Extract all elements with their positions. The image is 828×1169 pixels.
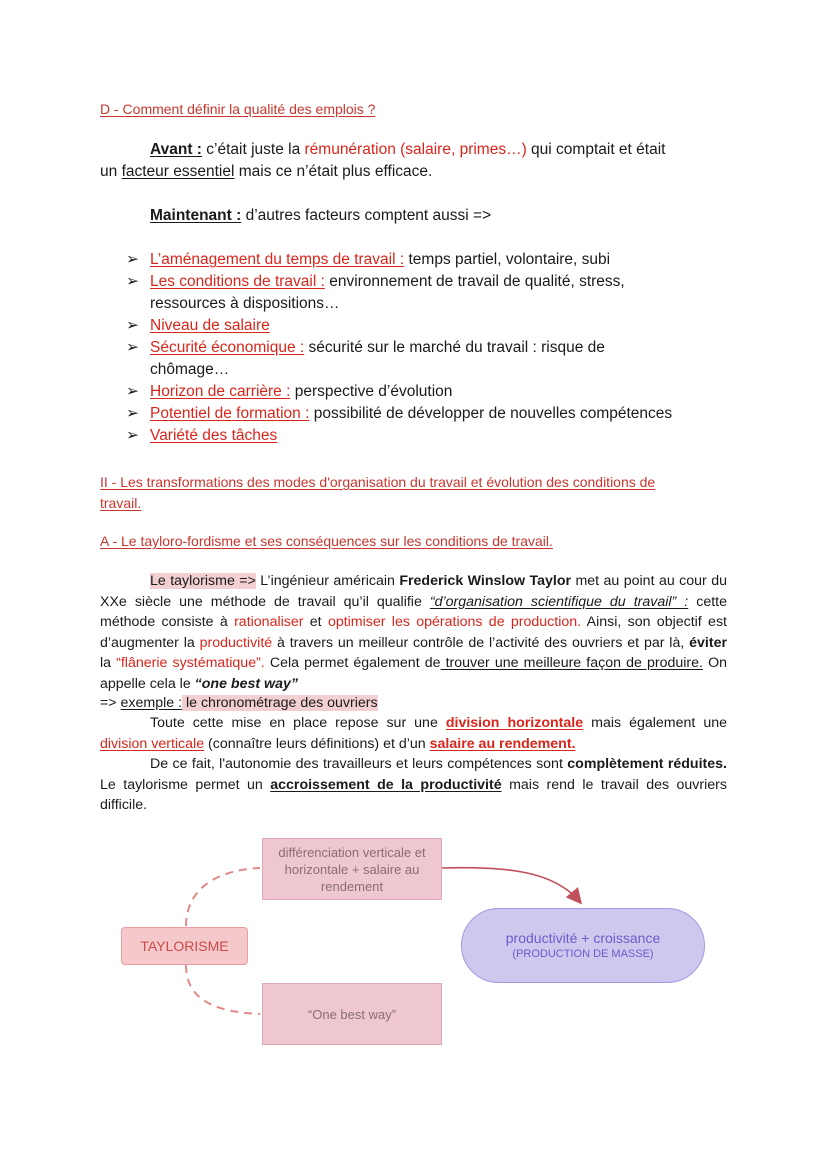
result-sub-label: (PRODUCTION DE MASSE) [512,948,654,960]
para-text: met au point au cour du XXe siècle une méthode de travail qu’il qualifie [100,573,727,610]
one-best-way-term: “one best way” [194,675,298,692]
maintenant-line [150,205,491,227]
para-text: L’ingénieur américain [255,573,400,589]
osc-term: “d’organisation scientifique du travail” : [429,593,689,610]
avant-text: qui comptait et était [526,141,666,158]
section-ii-heading [100,472,740,514]
factor-label: Variété des tâches [150,427,278,444]
maintenant-text: d’autres facteurs comptent aussi => [241,207,492,224]
result-pill [461,908,705,983]
section-a-heading: A - Le tayloro-fordisme et ses conséquences sur les conditions de travail. [100,533,553,549]
exemple-label: exemple : [120,695,183,711]
trouver-term: trouver une meilleure façon de produire. [440,655,703,671]
para-text: Cela permet également de [264,655,441,671]
taylor-name: Frederick Winslow Taylor [399,573,572,589]
dashed-connector-bottom [186,965,260,1014]
factor-text: environnement de travail de qualité, stress, [324,273,625,290]
exemple-highlight: le chronométrage des ouvriers [182,695,378,711]
arrow-bullet-icon: ➢ [126,405,139,422]
para-text: Le taylorisme permet un [100,776,271,793]
factors-list [126,249,766,447]
result-arrow [442,868,580,902]
taylorisme-highlight: Le taylorisme => [150,573,256,589]
flanerie-term: “flânerie systématique”. [116,655,265,671]
para-text: cette méthode consiste à [100,593,728,630]
factor-label: Niveau de salaire [150,317,270,334]
division-verticale-term: division verticale [100,735,205,752]
factor-label: L’aménagement du temps de travail : [150,251,405,268]
productivite-term: productivité [199,634,273,651]
one-best-way-box [262,983,442,1045]
factor-text: perspective d’évolution [290,383,453,400]
avant-label: Avant : [150,141,202,158]
avant-paragraph [100,139,740,183]
list-item [126,271,766,315]
factor-text: possibilité de développer de nouvelles compétences [309,405,673,422]
taylorisme-box [121,927,248,965]
avant-text: mais ce n’était plus efficace. [234,163,433,180]
para-text: Toute cette mise en place repose sur une [150,715,446,731]
exemple-arrow: => [100,695,121,711]
maintenant-label: Maintenant : [150,207,242,224]
taylorisme-paragraph [100,571,727,694]
rationaliser-term: rationaliser [234,614,304,630]
accroissement-term: accroissement de la productivité [270,776,502,793]
optimiser-term: optimiser les opérations de production. [327,614,582,630]
eviter-term: éviter [689,634,727,651]
list-item [126,381,766,403]
factor-text: temps partiel, volontaire, subi [404,251,611,268]
para-text: On appelle cela le [100,655,727,692]
list-item [126,337,766,381]
result-main-label: productivité + croissance [505,930,661,946]
reduites-term: complètement réduites. [567,756,727,772]
division-horizontale-term: division horizontale [445,715,584,731]
avant-text: c’était juste la [201,141,305,158]
para-text: mais également une [583,715,727,731]
factor-label: Potentiel de formation : [150,405,310,422]
avant-text: un [100,163,122,180]
facteur-term: facteur essentiel [121,163,235,180]
arrow-bullet-icon: ➢ [126,273,139,290]
autonomie-paragraph [100,754,727,816]
one-best-way-label: “One best way” [307,1006,397,1022]
factor-text: sécurité sur le marché du travail : risque de [304,339,605,356]
salaire-rendement-term: salaire au rendement. [429,735,576,752]
taylorisme-label: TAYLORISME [140,937,229,954]
factor-label: Sécurité économique : [150,339,305,356]
para-text: (connaître leurs définitions) et d’un [204,735,430,752]
section-ii-line: II - Les transformations des modes d'organisation du travail et évolution des conditions de [100,474,656,490]
section-d-heading: D - Comment définir la qualité des emplois ? [100,101,376,117]
section-ii-line: travail. [100,495,142,511]
para-text: mais rend le travail des ouvriers difficile. [100,776,727,813]
arrow-bullet-icon: ➢ [126,339,139,356]
para-text: De ce fait, l'autonomie des travailleurs et leurs compétences sont [150,756,568,772]
list-item [126,425,766,447]
dashed-connector-top [186,868,260,926]
arrow-bullet-icon: ➢ [126,317,139,334]
para-text: Ainsi, son objectif est d’augmenter la [100,614,727,651]
para-text: et [303,614,328,630]
list-item [126,403,766,425]
division-paragraph [100,713,727,754]
arrow-bullet-icon: ➢ [126,251,139,268]
arrow-bullet-icon: ➢ [126,383,139,400]
factor-label: Horizon de carrière : [150,383,291,400]
arrow-bullet-icon: ➢ [126,427,139,444]
differenciation-box [262,838,442,900]
list-item [126,315,766,337]
para-text: à travers un meilleur contrôle de l’activité des ouvriers et par là, [272,634,690,651]
list-item [126,249,766,271]
differenciation-label: différenciation verticale et horizontale + salaire au rendement [278,844,426,894]
factor-text-cont: chômage… [150,361,230,378]
factor-text-cont: ressources à dispositions… [150,295,340,312]
remuneration-term: rémunération (salaire, primes…) [304,141,527,158]
para-text: la [100,655,117,671]
factor-label: Les conditions de travail : [150,273,325,290]
exemple-line [100,693,378,713]
